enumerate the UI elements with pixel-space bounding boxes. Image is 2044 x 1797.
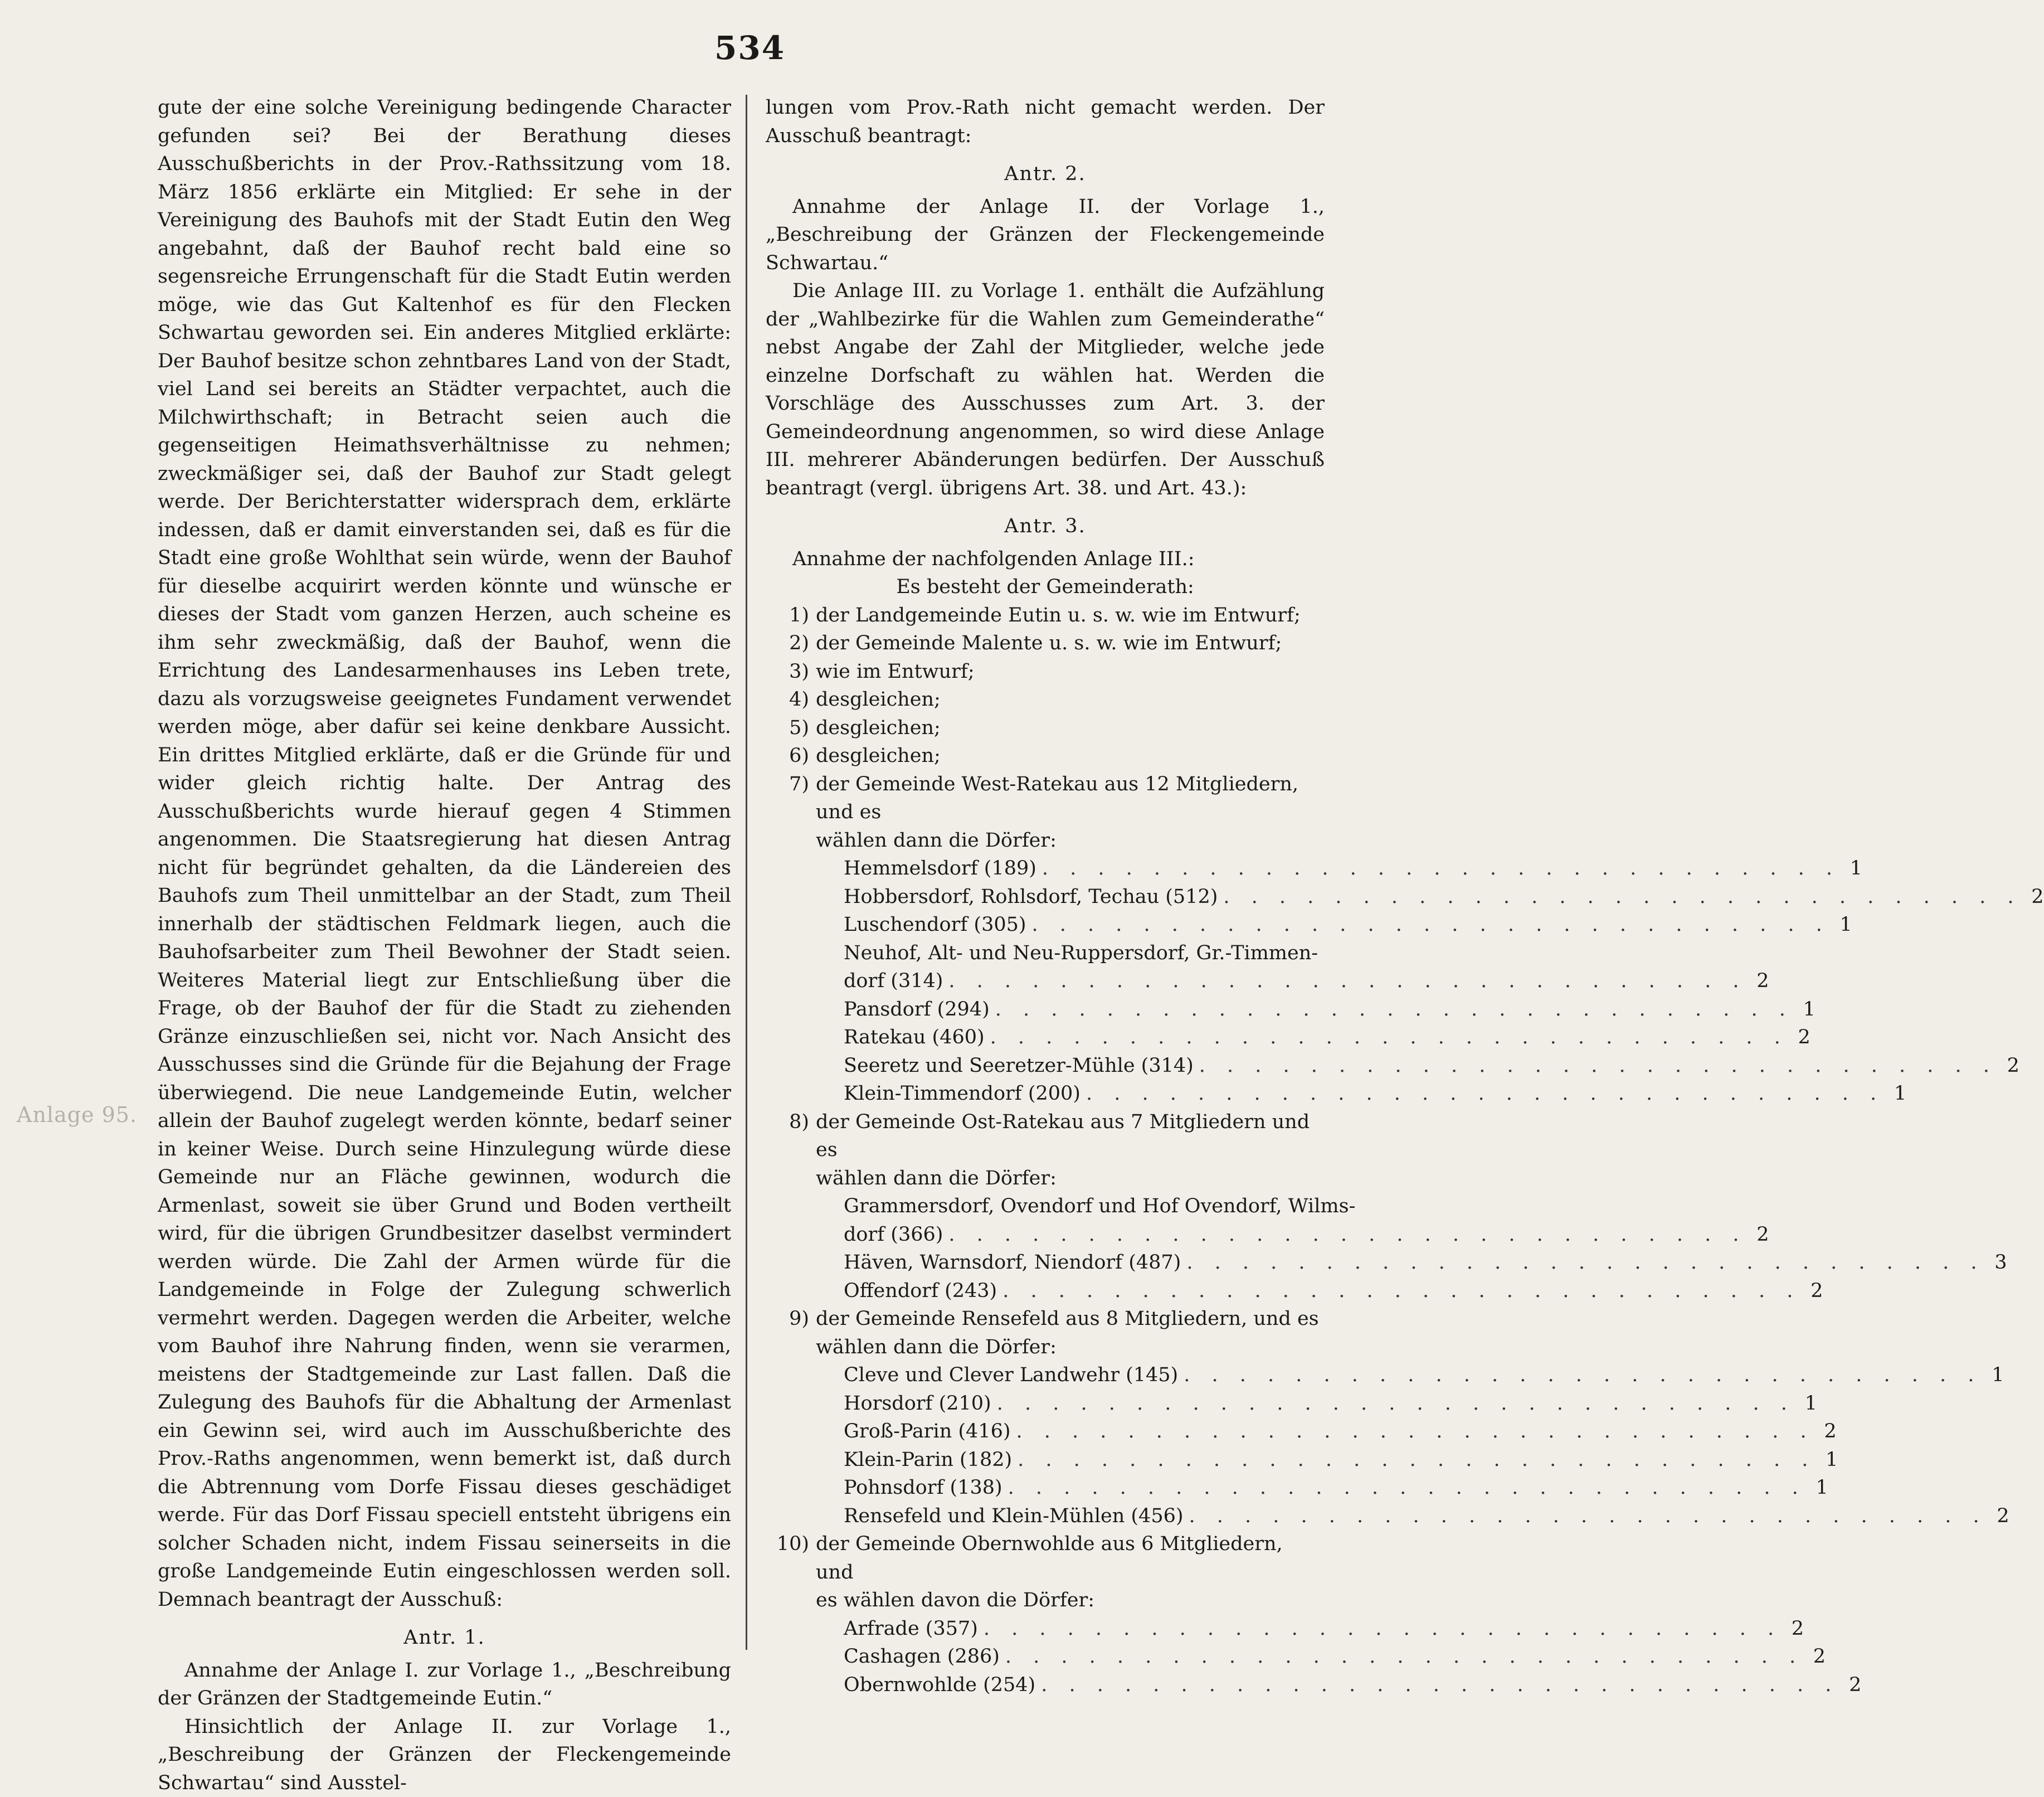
- right-paragraph-0: lungen vom Prov.-Rath nicht gemacht werden. Der Ausschuß beantragt:: [766, 94, 1325, 150]
- dot-leader: . . . . . . . . . . . . . . . . . . . . . . . . . . . . .: [1184, 1502, 1987, 1531]
- item-text: desgleichen;: [816, 714, 1325, 742]
- dot-leader: . . . . . . . . . . . . . . . . . . . . . . . . . . . . .: [1194, 1052, 1997, 1080]
- antrag-1-heading: Antr. 1.: [158, 1624, 731, 1652]
- village-name: Klein-Timmendorf (200): [844, 1080, 1081, 1108]
- village-row: [766, 1023, 1325, 1052]
- antrag-2-text: Annahme der Anlage II. der Vorlage 1., „Beschreibung der Gränzen der Fleckengemeinde Schwartau.“: [766, 193, 1325, 278]
- item-number: 10): [766, 1530, 816, 1558]
- antrag-2-heading: Antr. 2.: [766, 160, 1325, 188]
- dot-leader: . . . . . . . . . . . . . . . . . . . . . . . . . . . . .: [943, 1221, 1746, 1249]
- dot-leader: . . . . . . . . . . . . . . . . . . . . . . . . . . . . .: [990, 995, 1793, 1024]
- village-seats: 2: [1800, 1277, 1823, 1305]
- village-seats: 1: [1830, 911, 1852, 939]
- village-seats: 1: [1793, 995, 1816, 1024]
- village-name: Ratekau (460): [844, 1023, 985, 1052]
- village-row: [766, 1192, 1325, 1221]
- dot-leader: . . . . . . . . . . . . . . . . . . . . . . . . . . . . .: [1036, 854, 1840, 883]
- village-seats: 2: [1987, 1502, 2009, 1531]
- village-row: [766, 1671, 1325, 1699]
- item-text: desgleichen;: [816, 742, 1325, 770]
- village-row: [766, 1249, 1325, 1277]
- item-number: 5): [766, 714, 816, 742]
- list-item: [766, 742, 1325, 770]
- village-row: [766, 1615, 1325, 1643]
- page-number: 534: [714, 29, 781, 67]
- dot-leader: . . . . . . . . . . . . . . . . . . . . . . . . . . . . .: [1012, 1446, 1816, 1474]
- village-name: dorf (366): [844, 1221, 943, 1249]
- item-number: 8): [766, 1108, 816, 1137]
- village-seats: 2: [1839, 1671, 1861, 1699]
- village-row: [766, 1390, 1325, 1418]
- dot-leader: . . . . . . . . . . . . . . . . . . . . . . . . . . . . .: [1000, 1643, 1803, 1671]
- item-text-continued: es wählen davon die Dörfer:: [766, 1586, 1325, 1615]
- item-text: der Gemeinde Ost-Ratekau aus 7 Mitgliedern und es: [816, 1108, 1325, 1164]
- village-seats: 2: [1803, 1643, 1826, 1671]
- item-number: 1): [766, 601, 816, 630]
- village-row: [766, 967, 1325, 995]
- dot-leader: . . . . . . . . . . . . . . . . . . . . . . . . . . . . .: [1011, 1417, 1814, 1446]
- village-row: [766, 1080, 1325, 1108]
- village-row: [766, 995, 1325, 1024]
- village-name: Neuhof, Alt- und Neu-Ruppersdorf, Gr.-Timmen-: [844, 939, 1318, 968]
- dot-leader: . . . . . . . . . . . . . . . . . . . . . . . . . . . . .: [1035, 1671, 1839, 1699]
- village-name: Klein-Parin (182): [844, 1446, 1012, 1474]
- list-item: [766, 601, 1325, 630]
- item-text: der Gemeinde Malente u. s. w. wie im Entwurf;: [816, 629, 1325, 658]
- list-item: [766, 686, 1325, 714]
- dot-leader: . . . . . . . . . . . . . . . . . . . . . . . . . . . . .: [1026, 911, 1830, 939]
- village-row: [766, 911, 1325, 939]
- village-row: [766, 1361, 1325, 1390]
- village-name: Groß-Parin (416): [844, 1417, 1011, 1446]
- village-name: Cleve und Clever Landwehr (145): [844, 1361, 1178, 1390]
- item-text: der Landgemeinde Eutin u. s. w. wie im Entwurf;: [816, 601, 1325, 630]
- village-seats: 2: [1997, 1052, 2019, 1080]
- item-text: desgleichen;: [816, 686, 1325, 714]
- left-paragraph-1: gute der eine solche Vereinigung bedingende Character gefunden sei? Bei der Berathung dieses Ausschußberichts in der Prov.-Rathssitzung vom 18. März 1856 erklärte ein Mitglied: Er sehe in der Vereinigung des Bauhofs mit der Stadt Eutin den Weg angebahnt, daß der Bauhof recht bald eine so segensreiche Errungenschaft für die Stadt Eutin werden möge, wie das Gut Kaltenhof es für den Flecken Schwartau geworden sei. Ein anderes Mitglied erklärte: Der Bauhof besitze schon zehntbares Land von der Stadt, viel Land sei bereits an Städter verpachtet, auch die Milchwirthschaft; in Betracht seien auch die gegenseitigen Heimathsverhältnisse zu nehmen; zweckmäßiger sei, daß der Bauhof zur Stadt gelegt werde. Der Berichterstatter widersprach dem, erklärte indessen, daß er damit einverstanden sei, daß es für die Stadt eine große Wohlthat sein würde, wenn der Bauhof für dieselbe acquirirt werden könnte und wünsche er dieses der Stadt vom ganzen Herzen, auch scheine es ihm sehr zweckmäßig, daß der Bauhof, wenn die Errichtung des Landesarmenhauses ins Leben trete, dazu als vorzugsweise geeignetes Fundament verwendet werden möge, aber dafür sei keine denkbare Aussicht. Ein drittes Mitglied erklärte, daß er die Gründe für und wider gleich richtig halte. Der Antrag des Ausschußberichts wurde hierauf gegen 4 Stimmen angenommen. Die Staatsregierung hat diesen Antrag nicht für begründet gehalten, da die Ländereien des Bauhofs zum Theil unmittelbar an der Stadt, zum Theil innerhalb der städtischen Feldmark liegen, auch die Bauhofsarbeiter zum Theil Bewohner der Stadt seien. Weiteres Material liegt zur Entschließung über die Frage, ob der Bauhof der für die Stadt zu ziehenden Gränze einzuschließen sei, nicht vor. Nach Ansicht des Ausschusses sind die Gründe für die Bejahung der Frage überwiegend. Die neue Landgemeinde Eutin, welcher allein der Bauhof zugelegt werden könnte, bedarf seiner in keiner Weise. Durch seine Hinzulegung würde diese Gemeinde nur an Fläche gewinnen, wodurch die Armenlast, soweit sie über Grund und Boden vertheilt wird, für die übrigen Grundbesitzer daselbst vermindert werden würde. Die Zahl der Armen würde für die Landgemeinde in Folge der Zulegung schwerlich vermehrt werden. Dagegen werden die Arbeiter, welche vom Bauhof ihre Nahrung finden, wenn sie verarmen, meistens der Stadtgemeinde zur Last fallen. Daß die Zulegung des Bauhofs für die Abhaltung der Armenlast ein Gewinn sei, wird auch im Ausschußberichte des Prov.-Raths angenommen, wenn bemerkt ist, daß durch die Abtrennung vom Dorfe Fissau dieses geschädiget werde. Für das Dorf Fissau speciell entsteht übrigens ein solcher Schaden nicht, indem Fissau seinerseits in die große Landgemeinde Eutin eingeschlossen werden soll. Demnach beantragt der Ausschuß:: [158, 94, 731, 1614]
- district-west-ratekau: [766, 770, 1325, 827]
- item-text: der Gemeinde Obernwohlde aus 6 Mitgliedern, und: [816, 1530, 1325, 1586]
- village-seats: 1: [1840, 854, 1862, 883]
- dot-leader: . . . . . . . . . . . . . . . . . . . . . . . . . . . . .: [1002, 1474, 1806, 1502]
- gemeinderath-intro: Es besteht der Gemeinderath:: [766, 573, 1325, 601]
- village-seats: 1: [1982, 1361, 2004, 1390]
- village-row: [766, 1052, 1325, 1080]
- village-name: Grammersdorf, Ovendorf und Hof Ovendorf, Wilms-: [844, 1192, 1355, 1221]
- left-paragraph-2: Hinsichtlich der Anlage II. zur Vorlage 1., „Beschreibung der Gränzen der Fleckengemeinde Schwartau“ sind Ausstel-: [158, 1713, 731, 1797]
- dot-leader: . . . . . . . . . . . . . . . . . . . . . . . . . . . . .: [1081, 1080, 1884, 1108]
- village-name: Hemmelsdorf (189): [844, 854, 1036, 883]
- village-seats: 2: [1814, 1417, 1837, 1446]
- village-seats: 1: [1806, 1474, 1828, 1502]
- village-name: Cashagen (286): [844, 1643, 1000, 1671]
- item-text-continued: wählen dann die Dörfer:: [766, 1333, 1325, 1362]
- item-text: der Gemeinde West-Ratekau aus 12 Mitgliedern, und es: [816, 770, 1325, 827]
- item-text: wie im Entwurf;: [816, 658, 1325, 686]
- item-number: 7): [766, 770, 816, 799]
- village-name: dorf (314): [844, 967, 943, 995]
- village-row: [766, 1643, 1325, 1671]
- item-text: der Gemeinde Rensefeld aus 8 Mitgliedern, und es: [816, 1305, 1325, 1333]
- item-text-continued: wählen dann die Dörfer:: [766, 1164, 1325, 1193]
- village-row: [766, 1277, 1325, 1305]
- village-row: [766, 1446, 1325, 1474]
- village-seats: 3: [1985, 1249, 2007, 1277]
- antrag-1-text: Annahme der Anlage I. zur Vorlage 1., „Beschreibung der Gränzen der Stadtgemeinde Eutin.“: [158, 1657, 731, 1713]
- village-name: Pansdorf (294): [844, 995, 990, 1024]
- village-seats: 2: [1747, 967, 1769, 995]
- village-row: [766, 1417, 1325, 1446]
- village-name: Hobbersdorf, Rohlsdorf, Techau (512): [844, 883, 1218, 911]
- district-ost-ratekau: [766, 1108, 1325, 1164]
- village-row: [766, 1221, 1325, 1249]
- village-name: Arfrade (357): [844, 1615, 978, 1643]
- antrag-3-text: Annahme der nachfolgenden Anlage III.:: [766, 545, 1325, 574]
- village-row: [766, 854, 1325, 883]
- item-number: 3): [766, 658, 816, 686]
- dot-leader: . . . . . . . . . . . . . . . . . . . . . . . . . . . . .: [1181, 1249, 1984, 1277]
- dot-leader: . . . . . . . . . . . . . . . . . . . . . . . . . . . . .: [1178, 1361, 1982, 1390]
- village-name: Pohnsdorf (138): [844, 1474, 1002, 1502]
- village-name: Rensefeld und Klein-Mühlen (456): [844, 1502, 1184, 1531]
- right-paragraph-1: Die Anlage III. zu Vorlage 1. enthält die Aufzählung der „Wahlbezirke für die Wahlen zum Gemeinderathe“ nebst Angabe der Zahl der Mitglieder, welche jede einzelne Dorfschaft zu wählen hat. Werden die Vorschläge des Ausschusses zum Art. 3. der Gemeindeordnung angenommen, so wird diese Anlage III. mehrerer Abänderungen bedürfen. Der Ausschuß beantragt (vergl. übrigens Art. 38. und Art. 43.):: [766, 277, 1325, 502]
- item-number: 9): [766, 1305, 816, 1333]
- dot-leader: . . . . . . . . . . . . . . . . . . . . . . . . . . . . .: [1218, 883, 2021, 911]
- dot-leader: . . . . . . . . . . . . . . . . . . . . . . . . . . . . .: [997, 1277, 1800, 1305]
- village-row: [766, 939, 1325, 968]
- village-name: Offendorf (243): [844, 1277, 997, 1305]
- dot-leader: . . . . . . . . . . . . . . . . . . . . . . . . . . . . .: [943, 967, 1746, 995]
- item-text-continued: wählen dann die Dörfer:: [766, 827, 1325, 855]
- district-rensefeld: [766, 1305, 1325, 1333]
- district-list: [766, 601, 1325, 1699]
- village-row: [766, 1502, 1325, 1531]
- village-name: Horsdorf (210): [844, 1390, 991, 1418]
- village-name: Seeretz und Seeretzer-Mühle (314): [844, 1052, 1194, 1080]
- village-seats: 2: [1788, 1023, 1811, 1052]
- list-item: [766, 629, 1325, 658]
- village-name: Luschendorf (305): [844, 911, 1026, 939]
- dot-leader: . . . . . . . . . . . . . . . . . . . . . . . . . . . . .: [985, 1023, 1788, 1052]
- village-name: Obernwohlde (254): [844, 1671, 1035, 1699]
- dot-leader: . . . . . . . . . . . . . . . . . . . . . . . . . . . . .: [991, 1390, 1795, 1418]
- item-number: 4): [766, 686, 816, 714]
- margin-show-through-text: Anlage 95.: [17, 1103, 137, 1127]
- village-seats: 1: [1816, 1446, 1838, 1474]
- item-number: 2): [766, 629, 816, 658]
- village-seats: 1: [1884, 1080, 1906, 1108]
- column-divider: [746, 95, 747, 1650]
- list-item: [766, 714, 1325, 742]
- list-item: [766, 658, 1325, 686]
- village-seats: 2: [1747, 1221, 1769, 1249]
- village-seats: 1: [1795, 1390, 1817, 1418]
- dot-leader: . . . . . . . . . . . . . . . . . . . . . . . . . . . . .: [978, 1615, 1782, 1643]
- village-seats: 2: [1782, 1615, 1804, 1643]
- village-name: Häven, Warnsdorf, Niendorf (487): [844, 1249, 1181, 1277]
- left-column: [158, 94, 731, 1797]
- village-row: [766, 1474, 1325, 1502]
- item-number: 6): [766, 742, 816, 770]
- right-column: [766, 94, 1325, 1699]
- village-seats: 2: [2022, 883, 2044, 911]
- antrag-3-heading: Antr. 3.: [766, 512, 1325, 541]
- village-row: [766, 883, 1325, 911]
- district-obernwohlde: [766, 1530, 1325, 1586]
